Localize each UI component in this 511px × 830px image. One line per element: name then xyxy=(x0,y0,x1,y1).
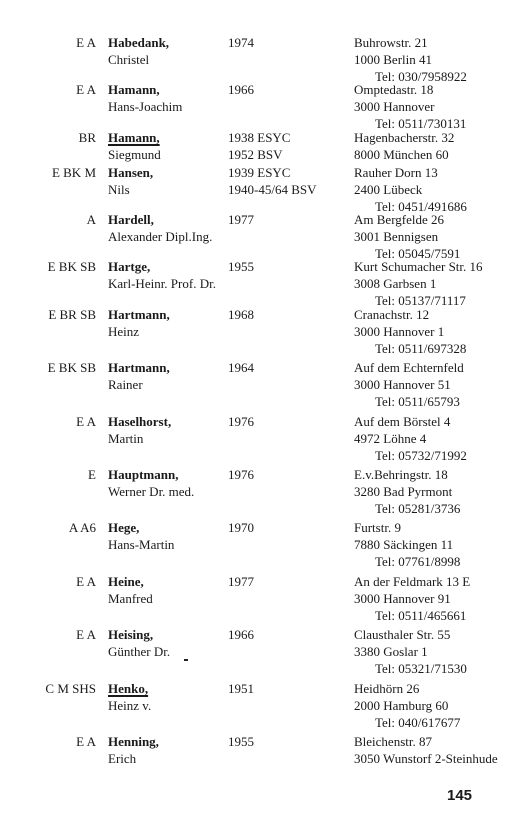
membership-codes: E BK SB xyxy=(47,259,96,274)
telephone: Tel: 07761/8998 xyxy=(375,554,461,569)
address-block xyxy=(354,359,464,410)
membership-codes: E BK M xyxy=(51,165,96,180)
membership-years xyxy=(228,81,254,98)
member-name xyxy=(108,413,171,447)
membership-years xyxy=(228,466,254,483)
address-block xyxy=(354,164,467,215)
telephone: Tel: 05045/7591 xyxy=(375,246,461,261)
surname: Henko, xyxy=(108,681,149,696)
year-line: 1974 xyxy=(228,35,254,50)
address-line: 7880 Säckingen 11 xyxy=(354,537,454,552)
address-line: 2000 Hamburg 60 xyxy=(354,698,449,713)
year-line: 1964 xyxy=(228,360,254,375)
directory-entry xyxy=(0,573,511,629)
surname: Hartmann, xyxy=(108,307,170,322)
address-line: Clausthaler Str. 55 xyxy=(354,627,451,642)
address-block xyxy=(354,306,466,357)
page-number: 145 xyxy=(447,787,473,804)
address-line: 3280 Bad Pyrmont xyxy=(354,484,453,499)
membership-codes: E A xyxy=(76,574,96,589)
given-name: Erich xyxy=(108,751,137,766)
member-name xyxy=(108,211,212,245)
address-block xyxy=(354,211,460,262)
year-line: 1938 ESYC xyxy=(228,130,291,145)
address-block xyxy=(354,573,470,624)
address-block xyxy=(354,626,467,677)
membership-codes: A xyxy=(86,212,96,227)
member-name xyxy=(108,680,151,714)
membership-years xyxy=(228,626,254,643)
address-line: 3008 Garbsen 1 xyxy=(354,276,437,291)
telephone: Tel: 0511/465661 xyxy=(375,608,467,623)
membership-codes: E BK SB xyxy=(47,360,96,375)
address-block xyxy=(354,680,460,731)
membership-years xyxy=(228,519,254,536)
membership-codes: C M SHS xyxy=(45,681,96,696)
telephone: Tel: 05137/71117 xyxy=(375,293,466,308)
address-line: Rauher Dorn 13 xyxy=(354,165,438,180)
year-line: 1968 xyxy=(228,307,254,322)
membership-years xyxy=(228,413,254,430)
directory-entry xyxy=(0,519,511,575)
address-line: 3000 Hannover 1 xyxy=(354,324,445,339)
address-line: Hagenbacherstr. 32 xyxy=(354,130,455,145)
membership-years xyxy=(228,359,254,376)
directory-entry xyxy=(0,466,511,522)
address-line: Cranachstr. 12 xyxy=(354,307,430,322)
address-block xyxy=(354,466,460,517)
telephone: Tel: 05732/71992 xyxy=(375,448,467,463)
membership-codes: E BR SB xyxy=(48,307,96,322)
telephone: Tel: 0511/697328 xyxy=(375,341,467,356)
given-name: Günther Dr. xyxy=(108,644,171,659)
membership-codes: A A6 xyxy=(68,520,96,535)
address-line: Bleichenstr. 87 xyxy=(354,734,432,749)
year-line: 1966 xyxy=(228,627,254,642)
year-line: 1951 xyxy=(228,681,254,696)
print-speck xyxy=(184,659,188,661)
surname: Hansen, xyxy=(108,165,154,180)
given-name: Alexander Dipl.Ing. xyxy=(108,229,213,244)
member-name xyxy=(108,519,174,553)
membership-years xyxy=(228,34,254,51)
membership-codes: BR xyxy=(78,130,96,145)
membership-codes: E A xyxy=(76,734,96,749)
directory-entry xyxy=(0,306,511,362)
given-name: Manfred xyxy=(108,591,153,606)
address-line: 3000 Hannover 51 xyxy=(354,377,451,392)
surname: Heine, xyxy=(108,574,144,589)
telephone: Tel: 0451/491686 xyxy=(375,199,467,214)
address-line: 8000 München 60 xyxy=(354,147,449,162)
surname: Habedank, xyxy=(108,35,170,50)
surname: Hauptmann, xyxy=(108,467,179,482)
given-name: Heinz xyxy=(108,324,140,339)
address-block xyxy=(354,34,467,85)
year-line: 1940-45/64 BSV xyxy=(228,182,317,197)
year-line: 1966 xyxy=(228,82,254,97)
address-block xyxy=(354,413,467,464)
address-line: 3001 Bennigsen xyxy=(354,229,439,244)
membership-years xyxy=(228,164,316,198)
membership-codes: E A xyxy=(76,627,96,642)
directory-entry xyxy=(0,680,511,736)
membership-years xyxy=(228,129,290,163)
given-name: Rainer xyxy=(108,377,143,392)
surname: Hartge, xyxy=(108,259,151,274)
directory-entry xyxy=(0,413,511,469)
telephone: Tel: 0511/65793 xyxy=(375,394,460,409)
telephone: Tel: 05281/3736 xyxy=(375,501,461,516)
address-line: 3380 Goslar 1 xyxy=(354,644,428,659)
year-line: 1955 xyxy=(228,734,254,749)
member-name xyxy=(108,81,182,115)
address-line: Kurt Schumacher Str. 16 xyxy=(354,259,483,274)
given-name: Karl-Heinr. Prof. Dr. xyxy=(108,276,216,291)
address-line: Am Bergfelde 26 xyxy=(354,212,445,227)
member-name xyxy=(108,258,216,292)
member-name xyxy=(108,626,170,660)
surname: Haselhorst, xyxy=(108,414,172,429)
given-name: Siegmund xyxy=(108,147,161,162)
membership-codes: E A xyxy=(76,35,96,50)
membership-years xyxy=(228,258,254,275)
member-name xyxy=(108,573,153,607)
given-name: Werner Dr. med. xyxy=(108,484,195,499)
surname: Hartmann, xyxy=(108,360,170,375)
member-name xyxy=(108,733,159,767)
surname: Hardell, xyxy=(108,212,154,227)
address-line: 2400 Lübeck xyxy=(354,182,423,197)
surname: Heising, xyxy=(108,627,154,642)
address-block xyxy=(354,129,454,163)
member-name xyxy=(108,359,170,393)
address-block xyxy=(354,733,498,767)
address-line: Auf dem Börstel 4 xyxy=(354,414,451,429)
address-line: 3050 Wunstorf 2-Steinhude xyxy=(354,751,498,766)
address-line: Auf dem Echternfeld xyxy=(354,360,464,375)
membership-years xyxy=(228,680,254,697)
membership-years xyxy=(228,306,254,323)
year-line: 1939 ESYC xyxy=(228,165,291,180)
surname: Henning, xyxy=(108,734,159,749)
membership-codes: E A xyxy=(76,414,96,429)
address-block xyxy=(354,258,483,309)
year-line: 1976 xyxy=(228,414,254,429)
directory-entry xyxy=(0,359,511,415)
surname: Hamann, xyxy=(108,130,160,145)
membership-years xyxy=(228,733,254,750)
year-line: 1952 BSV xyxy=(228,147,283,162)
address-block xyxy=(354,519,460,570)
address-line: 3000 Hannover xyxy=(354,99,435,114)
membership-years xyxy=(228,573,254,590)
year-line: 1977 xyxy=(228,212,254,227)
telephone: Tel: 030/7958922 xyxy=(375,69,467,84)
year-line: 1970 xyxy=(228,520,254,535)
given-name: Christel xyxy=(108,52,150,67)
member-name xyxy=(108,466,194,500)
year-line: 1977 xyxy=(228,574,254,589)
member-name xyxy=(108,129,161,163)
address-line: Omptedastr. 18 xyxy=(354,82,434,97)
directory-entry xyxy=(0,626,511,682)
member-name xyxy=(108,34,169,68)
membership-codes: E xyxy=(88,467,96,482)
given-name: Nils xyxy=(108,182,130,197)
telephone: Tel: 040/617677 xyxy=(375,715,461,730)
address-line: 1000 Berlin 41 xyxy=(354,52,432,67)
address-block xyxy=(354,81,466,132)
address-line: Furtstr. 9 xyxy=(354,520,401,535)
membership-codes: E A xyxy=(76,82,96,97)
given-name: Hans-Martin xyxy=(108,537,175,552)
address-line: E.v.Behringstr. 18 xyxy=(354,467,448,482)
address-line: Heidhörn 26 xyxy=(354,681,420,696)
membership-years xyxy=(228,211,254,228)
given-name: Hans-Joachim xyxy=(108,99,183,114)
member-name xyxy=(108,306,170,340)
address-line: 4972 Löhne 4 xyxy=(354,431,427,446)
surname: Hamann, xyxy=(108,82,160,97)
member-name xyxy=(108,164,153,198)
address-line: 3000 Hannover 91 xyxy=(354,591,451,606)
surname: Hege, xyxy=(108,520,140,535)
year-line: 1955 xyxy=(228,259,254,274)
given-name: Heinz v. xyxy=(108,698,152,713)
telephone: Tel: 0511/730131 xyxy=(375,116,467,131)
address-line: Buhrowstr. 21 xyxy=(354,35,428,50)
directory-entry xyxy=(0,733,511,789)
address-line: An der Feldmark 13 E xyxy=(354,574,471,589)
year-line: 1976 xyxy=(228,467,254,482)
given-name: Martin xyxy=(108,431,144,446)
telephone: Tel: 05321/71530 xyxy=(375,661,467,676)
